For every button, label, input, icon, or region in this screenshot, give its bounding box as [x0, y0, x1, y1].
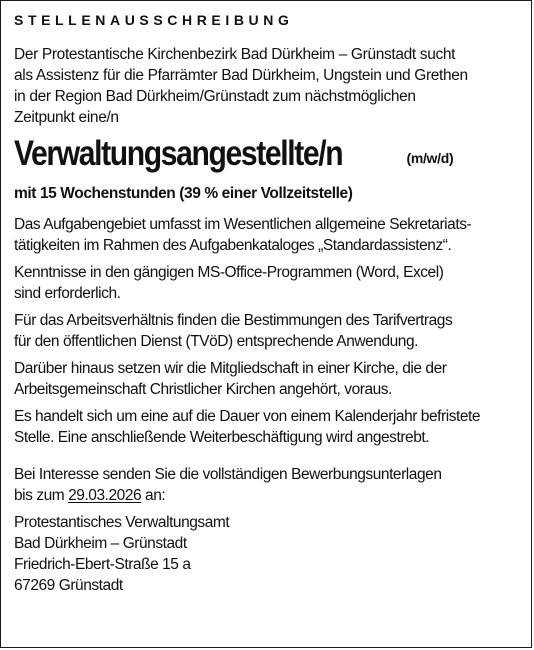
- paragraph-duration: [14, 406, 524, 448]
- paragraph-line: sind erforderlich.: [14, 285, 121, 302]
- address-line: 67269 Grünstadt: [14, 577, 123, 594]
- deadline-suffix: an:: [141, 487, 166, 504]
- intro-line: Zeitpunkt eine/n: [14, 109, 119, 126]
- paragraph-duties: [14, 214, 524, 256]
- address-line: Bad Dürkheim – Grünstadt: [14, 535, 187, 552]
- postal-address: [14, 512, 524, 596]
- paragraph-line: Kenntnisse in den gängigen MS-Office-Programmen (Word, Excel): [14, 264, 444, 281]
- address-line: Protestantisches Verwaltungsamt: [14, 514, 230, 531]
- spacer: [14, 454, 524, 464]
- job-title: Verwaltungsangestellte/n: [14, 134, 343, 173]
- paragraph-line: Es handelt sich um eine auf die Dauer von einem Kalenderjahr befristete: [14, 408, 481, 425]
- paragraph-membership: [14, 358, 524, 400]
- application-instructions: [14, 464, 524, 506]
- deadline-prefix: bis zum: [14, 487, 69, 504]
- application-line: Bei Interesse senden Sie die vollständigen Bewerbungsunterlagen: [14, 466, 442, 483]
- intro-text: [14, 44, 524, 128]
- gender-note: (m/w/d): [406, 150, 454, 166]
- paragraph-line: Das Aufgabengebiet umfasst im Wesentlichen allgemeine Sekretariats-: [14, 216, 472, 233]
- intro-line: als Assistenz für die Pfarrämter Bad Dürkheim, Ungstein und Grethen: [14, 67, 468, 84]
- paragraph-line: Stelle. Eine anschließende Weiterbeschäftigung wird angestrebt.: [14, 429, 430, 446]
- intro-line: Der Protestantische Kirchenbezirk Bad Dürkheim – Grünstadt sucht: [14, 46, 456, 63]
- paragraph-line: Darüber hinaus setzen wir die Mitgliedschaft in einer Kirche, die der: [14, 360, 447, 377]
- paragraph-line: für den öffentlichen Dienst (TVöD) entsprechende Anwendung.: [14, 333, 418, 350]
- application-deadline: 29.03.2026: [68, 487, 142, 504]
- working-hours: mit 15 Wochenstunden (39 % einer Vollzeitstelle): [14, 185, 353, 202]
- paragraph-line: tätigkeiten im Rahmen des Aufgabenkataloges „Standardassistenz“.: [14, 237, 452, 254]
- paragraph-skills: [14, 262, 524, 304]
- ad-kicker: STELLENAUSSCHREIBUNG: [14, 12, 294, 28]
- paragraph-contract: [14, 310, 524, 352]
- advertisement-content: [14, 10, 524, 596]
- paragraph-line: Für das Arbeitsverhältnis finden die Bestimmungen des Tarifvertrags: [14, 312, 453, 329]
- application-deadline-line: [14, 485, 524, 506]
- address-line: Friedrich-Ebert-Straße 15 a: [14, 556, 191, 573]
- paragraph-line: Arbeitsgemeinschaft Christlicher Kirchen angehört, voraus.: [14, 381, 392, 398]
- intro-line: in der Region Bad Dürkheim/Grünstadt zum nächstmöglichen: [14, 88, 416, 105]
- job-title-row: [14, 132, 524, 183]
